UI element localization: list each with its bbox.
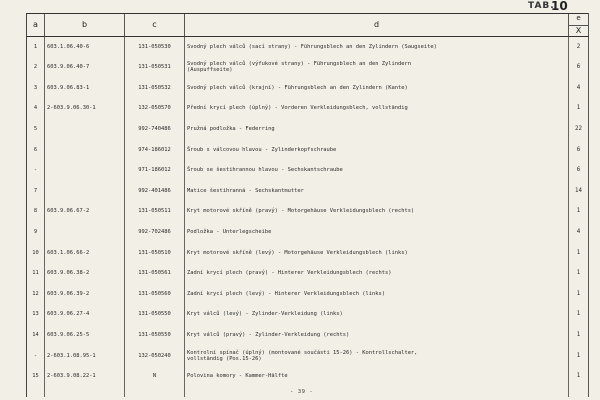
description-text: Kryt motorové skříně (levý) - Motorgehäuse Verkleidungsblech (links) [187,249,408,256]
position-cell: 15 [27,366,45,387]
description-cell [185,263,569,284]
filler-cell [125,387,185,397]
drawing-number-cell: 603.9.06.38-2 [45,263,125,284]
table-row [27,345,589,366]
position-cell: - [27,160,45,181]
position-cell: 7 [27,181,45,202]
drawing-number-cell: 603.9.06.67-2 [45,201,125,222]
part-code-cell: 131-050560 [125,284,185,305]
quantity-cell: 6 [569,160,589,181]
table-row [27,78,589,99]
quantity-cell: 14 [569,181,589,202]
column-header-quantity-top: e [576,14,581,22]
position-cell: 3 [27,78,45,99]
description-text: Kryt válců (pravý) - Zylinder-Verkleidung (rechts) [187,332,350,338]
description-text: Svodný plech válců (krajní) - Führungsblech an den Zylindern (Kante) [187,84,408,91]
part-code-cell: 131-050550 [125,304,185,325]
position-cell: 11 [27,263,45,284]
drawing-number-cell: 603.9.06.27-4 [45,304,125,325]
table-row [27,57,589,78]
table-row [27,304,589,325]
part-code-cell: 131-050530 [125,37,185,58]
table-row [27,139,589,160]
part-code-cell: 131-050531 [125,57,185,78]
position-cell: 13 [27,304,45,325]
quantity-cell: 1 [569,201,589,222]
column-header-b: b [45,14,125,37]
drawing-number-cell: 603.1.06.40-6 [45,37,125,58]
quantity-cell: 6 [569,139,589,160]
drawing-number-cell: 603.9.06.39-2 [45,284,125,305]
description-text: Zadní krycí plech (pravý) - Hinterer Verkleidungsblech (rechts) [187,270,392,277]
table-row [27,284,589,305]
column-header-c: c [125,14,185,37]
parts-table [26,13,589,397]
description-cell [185,304,569,325]
description-text: Pružná podložka - Federring [187,126,275,133]
drawing-number-cell: 2-603.9.06.30-1 [45,98,125,119]
description-text: Polovina komory - Kammer-Hälfte [187,373,288,380]
quantity-cell: 22 [569,119,589,140]
description-text: Svodný plech válců (sací strany) - Führungsblech an den Zylindern (Saugseite) [187,43,437,50]
description-cell [185,181,569,202]
description-cell [185,139,569,160]
drawing-number-cell [45,181,125,202]
table-row [27,366,589,387]
table-row [27,98,589,119]
drawing-number-cell [45,119,125,140]
filler-cell [45,387,125,397]
quantity-cell: 1 [569,345,589,366]
description-cell [185,222,569,243]
column-header-quantity [569,14,589,37]
description-cell [185,345,569,366]
quantity-cell: 1 [569,366,589,387]
drawing-number-cell [45,160,125,181]
table-row [27,325,589,346]
description-text: Kontrolní spínač (úplný) (montované součásti 15-26) - Kontrollschalter, vollständig (Pos.15-26) [187,349,418,362]
quantity-cell: 1 [569,263,589,284]
table-row [27,37,589,58]
position-cell: 9 [27,222,45,243]
part-code-cell: N [125,366,185,387]
drawing-number-cell: 603.9.06.83-1 [45,78,125,99]
filler-cell [569,387,589,397]
part-code-cell: 131-050550 [125,325,185,346]
tab-label: TAB. [528,1,555,11]
description-text: Přední krycí plech (úplný) - Vorderen Verkleidungsblech, vollständig [187,105,408,112]
page-number: - 39 - [290,389,314,395]
filler-cell [27,387,45,397]
drawing-number-cell: 603.9.06.40-7 [45,57,125,78]
description-cell [185,119,569,140]
table-row [27,201,589,222]
quantity-cell: 1 [569,242,589,263]
part-code-cell: 131-050511 [125,201,185,222]
quantity-cell: 1 [569,304,589,325]
description-cell [185,201,569,222]
description-text: Zadní krycí plech (levý) - Hinterer Verkleidungsblech (links) [187,290,385,297]
position-cell: 12 [27,284,45,305]
description-text: Podložka - Unterlegscheibe [187,229,272,236]
quantity-cell: 4 [569,222,589,243]
position-cell: 8 [27,201,45,222]
part-code-cell: 131-050510 [125,242,185,263]
description-cell [185,242,569,263]
position-cell: 14 [27,325,45,346]
position-cell: - [27,345,45,366]
table-row [27,181,589,202]
position-cell: 6 [27,139,45,160]
description-cell [185,98,569,119]
column-header-d: d [185,14,569,37]
table-row [27,242,589,263]
quantity-cell: 2 [569,37,589,58]
part-code-cell: 992-401486 [125,181,185,202]
part-code-cell: 132-050240 [125,345,185,366]
description-cell [185,366,569,387]
description-text: Matice šestihranná - Sechskantmutter [187,187,304,194]
position-cell: 10 [27,242,45,263]
description-text: Šroub se šestihrannou hlavou - Sechskantschraube [187,167,343,174]
description-cell [185,37,569,58]
part-code-cell: 992-740486 [125,119,185,140]
description-cell [185,284,569,305]
quantity-cell: 1 [569,325,589,346]
part-code-cell: 974-186012 [125,139,185,160]
quantity-cell: 1 [569,98,589,119]
description-text: Svodný plech válců (výfukové strany) - Führungsblech an den Zylindern (Auspuffseite) [187,61,411,74]
drawing-number-cell: 603.9.06.25-5 [45,325,125,346]
quantity-cell: 6 [569,57,589,78]
description-text: Šroub s válcovou hlavou - Zylinderkopfschraube [187,146,337,153]
position-cell: 2 [27,57,45,78]
drawing-number-cell [45,139,125,160]
part-code-cell: 131-050561 [125,263,185,284]
position-cell: 1 [27,37,45,58]
quantity-cell: 1 [569,284,589,305]
table-header-row [27,14,589,37]
position-cell: 4 [27,98,45,119]
description-cell [185,160,569,181]
column-header-a: a [27,14,45,37]
part-code-cell: 971-186012 [125,160,185,181]
description-text: Kryt válců (levý) - Zylinder-Verkleidung (links) [187,311,343,318]
part-code-cell: 132-050570 [125,98,185,119]
table-row [27,222,589,243]
table-row [27,263,589,284]
drawing-number-cell: 603.1.06.66-2 [45,242,125,263]
quantity-cell: 4 [569,78,589,99]
drawing-number-cell: 2-603.9.08.22-1 [45,366,125,387]
description-cell [185,57,569,78]
table-row [27,119,589,140]
drawing-number-cell [45,222,125,243]
part-code-cell: 992-702486 [125,222,185,243]
drawing-number-cell: 2-603.1.08.95-1 [45,345,125,366]
part-code-cell: 131-050532 [125,78,185,99]
tab-number: 10 [551,0,568,13]
position-cell: 5 [27,119,45,140]
description-cell [185,78,569,99]
filler-cell [185,387,569,397]
description-text: Kryt motorové skříně (pravý) - Motorgehäuse Verkleidungsblech (rechts) [187,208,415,215]
description-cell [185,325,569,346]
table-row [27,160,589,181]
column-header-quantity-bottom: X [569,25,588,36]
